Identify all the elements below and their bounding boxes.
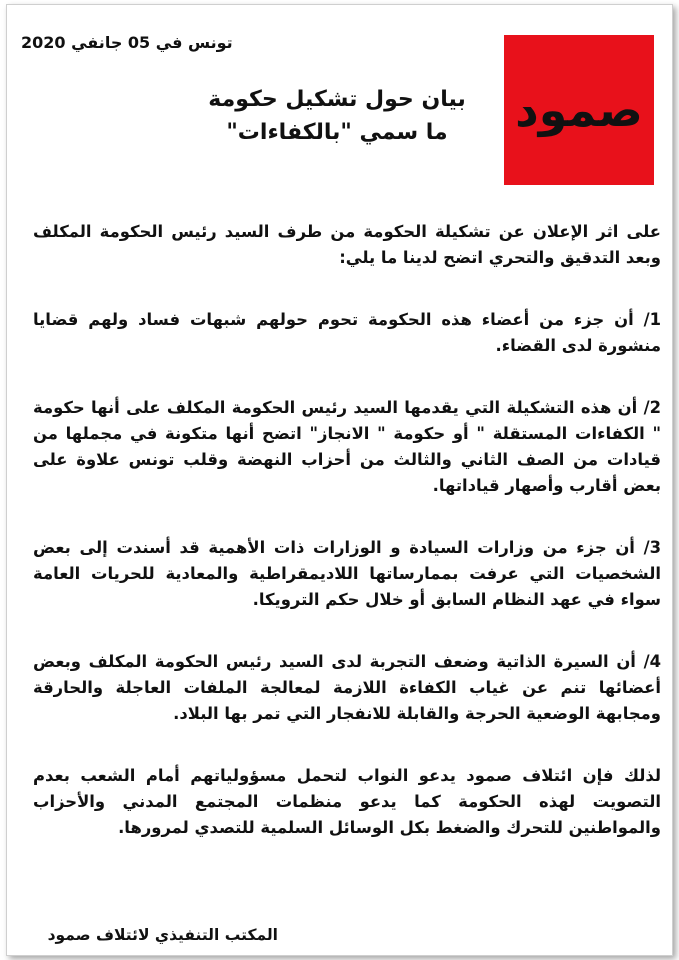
document-date: تونس في 05 جانفي 2020 xyxy=(21,33,233,52)
document-page xyxy=(6,4,673,956)
conclusion-paragraph: لذلك فإن ائتلاف صمود يدعو النواب لتحمل مسؤولياتهم أمام الشعب بعدم التصويت لهذه الحكومة كما يدعو منظمات المجتمع المدني والأحزاب والمواطنين للتحرك والضغط بكل الوسائل السلمية للتصدي لمرورها. xyxy=(33,766,661,837)
point-3-paragraph: 3/ أن جزء من وزارات السيادة و الوزارات ذات الأهمية قد أسندت إلى بعض الشخصيات التي عرفت بممارساتها اللاديمقراطية والمعادية للحريات العامة سواء في عهد النظام السابق أو خلال حكم الترويكا. xyxy=(33,538,661,609)
document-title: بيان حول تشكيل حكومة xyxy=(208,87,466,112)
sumoud-logo xyxy=(504,35,654,185)
intro-paragraph: على اثر الإعلان عن تشكيلة الحكومة من طرف السيد رئيس الحكومة المكلف وبعد التدقيق والتحري اتضح لدينا ما يلي: xyxy=(33,222,661,267)
point-1-paragraph: 1/ أن جزء من أعضاء هذه الحكومة تحوم حولهم شبهات فساد ولهم قضايا منشورة لدى القضاء. xyxy=(33,310,661,355)
logo-text: صمود xyxy=(515,83,643,137)
point-4-paragraph: 4/ أن السيرة الذاتية وضعف التجربة لدى السيد رئيس الحكومة المكلف وبعض أعضائها تنم عن غياب الكفاءة اللازمة لمعالجة الملفات العاجلة والحارقة ومجابهة الوضعية الحرجة والقابلة للانفجار التي تمر بها البلاد. xyxy=(33,652,661,723)
signature: المكتب التنفيذي لائتلاف صمود xyxy=(47,926,278,944)
document-subtitle: ما سمي "بالكفاءات" xyxy=(226,120,448,145)
point-2-paragraph: 2/ أن هذه التشكيلة التي يقدمها السيد رئيس الحكومة المكلف على أنها حكومة " الكفاءات المستقلة " أو حكومة " الانجاز" اتضح أنها متكونة في مجملها من قيادات من الصف الثاني والثالث من أحزاب النهضة وقلب تونس علاوة على بعض أقارب وأصهار قياداتها. xyxy=(33,398,661,495)
statement-body xyxy=(33,219,661,877)
